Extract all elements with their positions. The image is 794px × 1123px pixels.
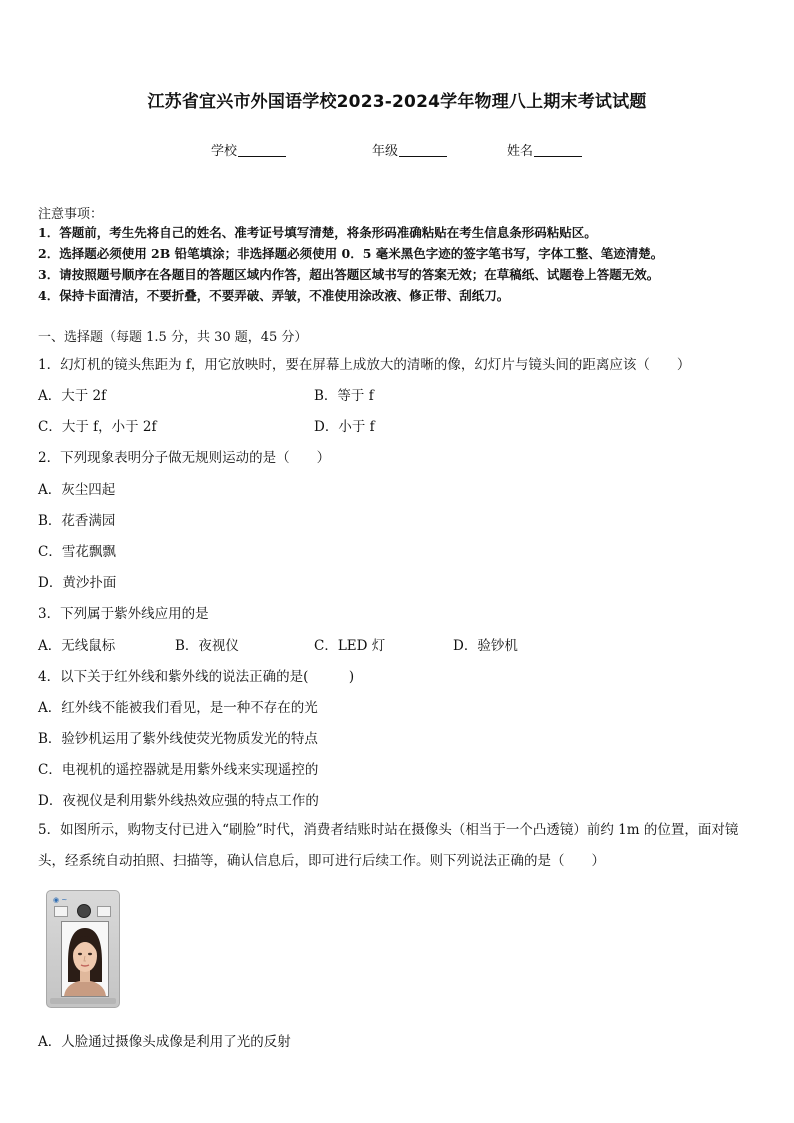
notice-item: 3．请按照题号顺序在各题目的答题区域内作答，超出答题区域书写的答案无效；在草稿纸、试题卷上答题无效。	[38, 267, 660, 282]
q1-option-b[interactable]: B．等于 f	[314, 388, 374, 404]
grade-blank[interactable]	[399, 143, 447, 157]
question-1-stem: 1．幻灯机的镜头焦距为 f，用它放映时，要在屏幕上成放大的清晰的像，幻灯片与镜头间的距离应该（ ）	[38, 357, 691, 373]
q4-option-a[interactable]: A．红外线不能被我们看见，是一种不存在的光	[38, 700, 318, 716]
question-4-stem: 4．以下关于红外线和紫外线的说法正确的是( )	[38, 669, 355, 685]
q1-option-d[interactable]: D．小于 f	[314, 419, 375, 435]
notice-item: 1．答题前，考生先将自己的姓名、准考证号填写清楚，将条形码准确粘贴在考生信息条形码粘贴区。	[38, 225, 597, 240]
face-recognition-kiosk-icon	[46, 890, 120, 1008]
section-title: 一、选择题（每题 1.5 分，共 30 题，45 分）	[38, 330, 308, 345]
notice-list	[38, 222, 758, 306]
student-info-row	[0, 140, 794, 160]
q4-option-d[interactable]: D．夜视仪是利用紫外线热效应强的特点工作的	[38, 793, 319, 809]
q2-option-c[interactable]: C．雪花飘飘	[38, 544, 116, 560]
kiosk-screen	[61, 921, 109, 997]
notice-item: 2．选择题必须使用 2B 铅笔填涂；非选择题必须使用 0．5 毫米黑色字迹的签字笔书写，字体工整、笔迹清楚。	[38, 246, 664, 261]
q3-option-d[interactable]: D．验钞机	[453, 638, 518, 654]
kiosk-base	[50, 998, 116, 1004]
notice-heading: 注意事项：	[38, 207, 104, 222]
notice-item: 4．保持卡面清洁，不要折叠，不要弄破、弄皱，不准使用涂改液、修正带、刮纸刀。	[38, 288, 510, 303]
camera-lens-icon	[77, 904, 91, 918]
q2-option-a[interactable]: A．灰尘四起	[38, 482, 116, 498]
face-portrait-icon	[62, 922, 108, 996]
name-blank[interactable]	[534, 143, 582, 157]
q1-option-c[interactable]: C．大于 f，小于 2f	[38, 419, 157, 435]
q2-option-d[interactable]: D．黄沙扑面	[38, 575, 117, 591]
brand-logo-icon: ◉ ~	[53, 896, 68, 904]
q5-option-a[interactable]: A．人脸通过摄像头成像是利用了光的反射	[38, 1034, 291, 1050]
q2-option-b[interactable]: B．花香满园	[38, 513, 116, 529]
exam-title: 江苏省宜兴市外国语学校2023-2024学年物理八上期末考试试题	[147, 92, 647, 112]
q4-option-b[interactable]: B．验钞机运用了紫外线使荧光物质发光的特点	[38, 731, 318, 747]
q3-option-b[interactable]: B．夜视仪	[175, 638, 239, 654]
school-field[interactable]: 学校	[211, 140, 286, 159]
q4-option-c[interactable]: C．电视机的遥控器就是用紫外线来实现遥控的	[38, 762, 319, 778]
q3-option-c[interactable]: C．LED 灯	[314, 638, 386, 654]
q3-option-a[interactable]: A．无线鼠标	[38, 638, 116, 654]
q1-option-a[interactable]: A．大于 2f	[38, 388, 107, 404]
sensor-icon	[97, 906, 111, 917]
sensor-icon	[54, 906, 68, 917]
question-3-stem: 3．下列属于紫外线应用的是	[38, 606, 209, 622]
name-field[interactable]: 姓名	[507, 140, 582, 159]
grade-field[interactable]: 年级	[372, 140, 447, 159]
question-2-stem: 2．下列现象表明分子做无规则运动的是（ ）	[38, 450, 331, 466]
question-5-stem: 5．如图所示，购物支付已进入“刷脸”时代，消费者结账时站在摄像头（相当于一个凸透镜）前约 1m 的位置，面对镜头，经系统自动拍照、扫描等，确认信息后，即可进行后续工作。则下列说法正确的是（ ）	[38, 822, 739, 869]
school-blank[interactable]	[238, 143, 286, 157]
